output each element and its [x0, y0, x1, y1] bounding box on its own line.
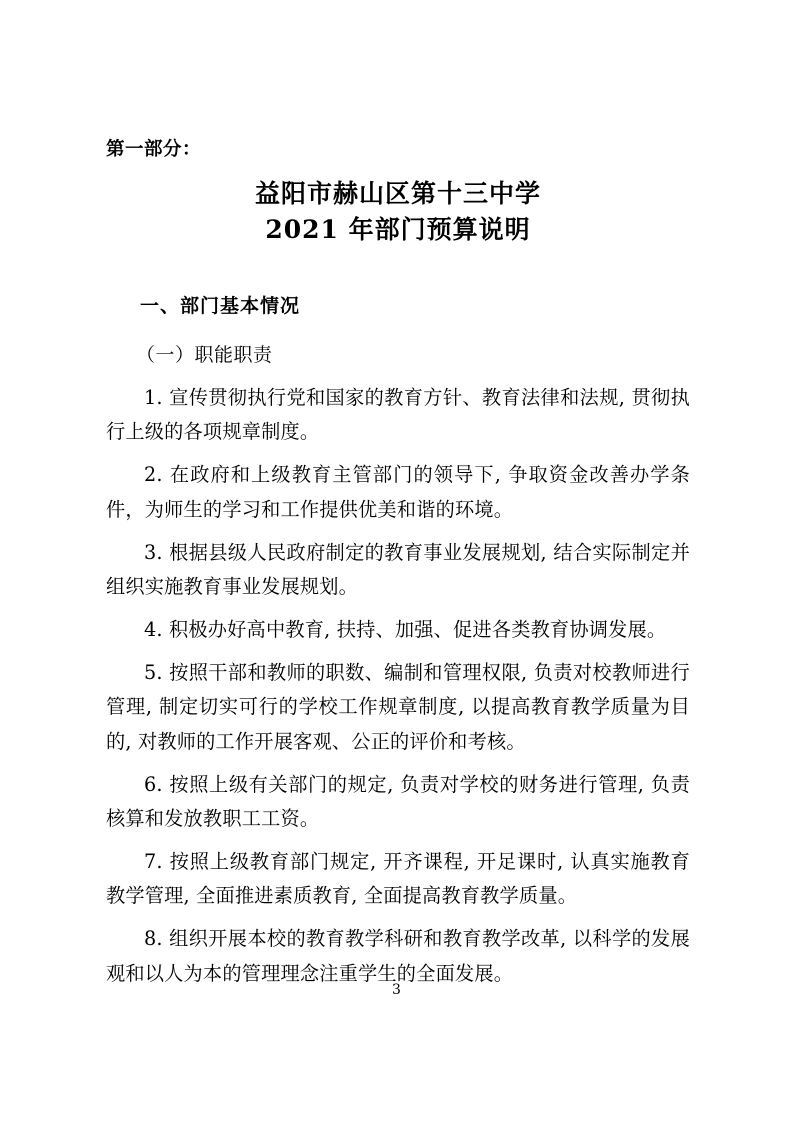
paragraph-5: 5. 按照干部和教师的职数、编制和管理权限, 负责对校教师进行管理, 制定切实可行的学校工作规章制度, 以提高教育教学质量为目的, 对教师的工作开展客观、公正的评价和考核。: [106, 661, 690, 753]
paragraph-7: 7. 按照上级教育部门规定, 开齐课程, 开足课时, 认真实施教育教学管理, 全面推进素质教育, 全面提高教育教学质量。: [106, 850, 690, 908]
paragraph-8: 8. 组织开展本校的教育教学科研和教育教学改革, 以科学的发展观和以人为本的管理理念注重学生的全面发展。: [106, 927, 690, 985]
document-title-line-1: 益阳市赫山区第十三中学: [254, 179, 541, 209]
paragraph-1: 1. 宣传贯彻执行党和国家的教育方针、教育法律和法规, 贯彻执行上级的各项规章制度。: [106, 386, 690, 444]
part-label: 第一部分：: [106, 139, 202, 160]
section-heading: 一、部门基本情况: [140, 295, 301, 318]
document-body: [106, 138, 690, 991]
sub-heading: （一）职能职责: [136, 344, 273, 367]
paragraph-2: 2. 在政府和上级教育主管部门的领导下, 争取资金改善办学条件，为师生的学习和工作提供优美和谐的环境。: [106, 463, 690, 521]
paragraph-4: 4. 积极办好高中教育, 扶持、加强、促进各类教育协调发展。: [144, 618, 667, 642]
paragraph-3: 3. 根据县级人民政府制定的教育事业发展规划, 结合实际制定并组织实施教育事业发展规划。: [106, 540, 690, 598]
document-title-line-2: 2021 年部门预算说明: [265, 214, 531, 244]
page-number: 3: [392, 982, 401, 998]
document-title: [106, 176, 690, 247]
paragraph-6: 6. 按照上级有关部门的规定, 负责对学校的财务进行管理, 负责核算和发放教职工工资。: [106, 772, 690, 830]
